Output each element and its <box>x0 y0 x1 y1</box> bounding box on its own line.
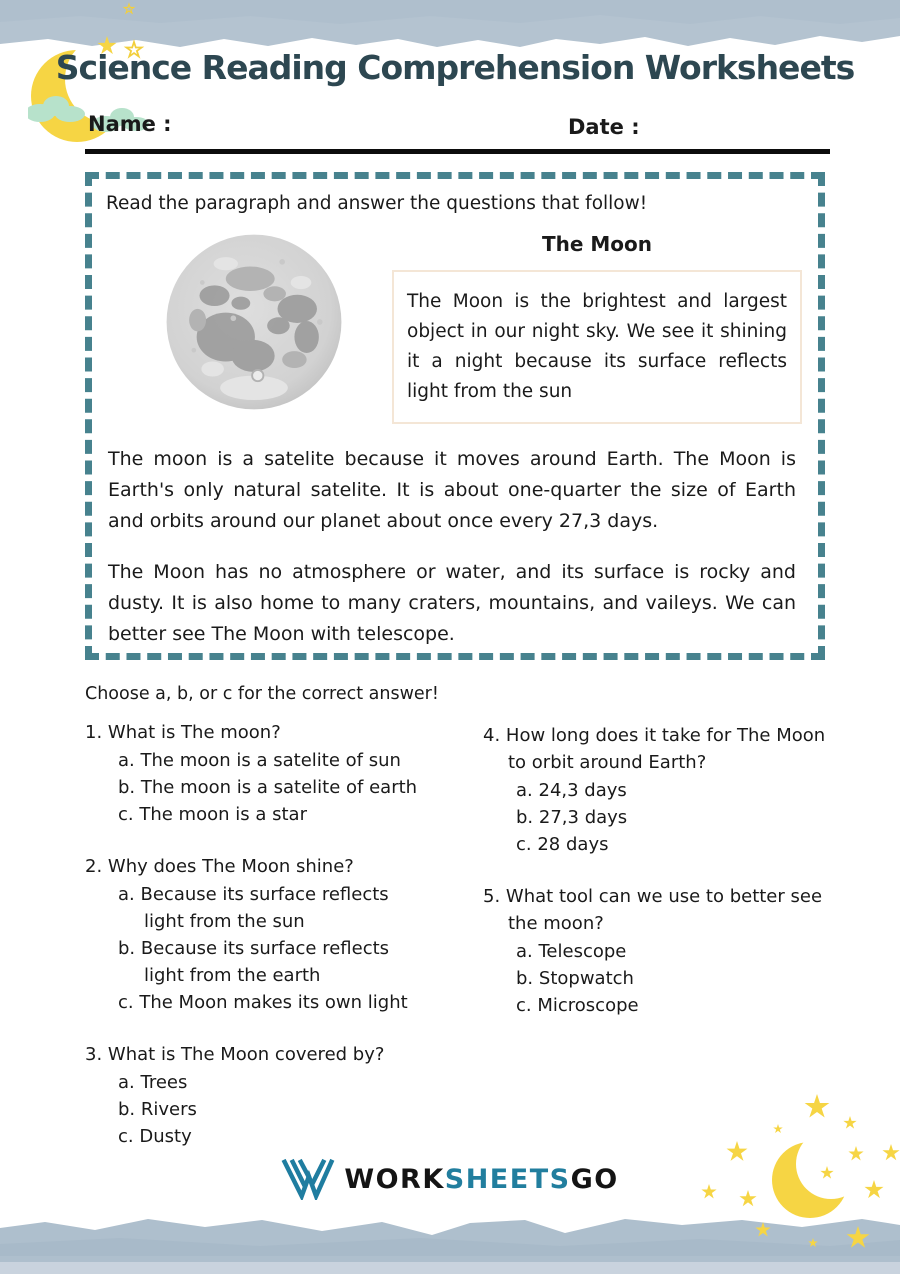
option-4c: c. 28 days <box>516 834 609 855</box>
question-number: 3. <box>85 1044 103 1065</box>
question-text: How long does it take for The Moon to orbit around Earth? <box>505 725 826 773</box>
question-text: What tool can we use to better see the moon? <box>505 886 823 934</box>
question-text: What is The moon? <box>107 722 281 743</box>
passage-paragraph: The moon is a satelite because it moves around Earth. The Moon is Earth's only natural satelite. It is about one-quarter the size of Earth and orbits around our planet about once every 27,3 days. <box>108 448 796 532</box>
logo-w-icon <box>281 1158 335 1200</box>
worksheetsgo-logo <box>0 1158 900 1200</box>
option-2a: a. Because its surface reflects light from the sun <box>118 884 389 932</box>
option-3a: a. Trees <box>118 1072 188 1093</box>
option-2c: c. The Moon makes its own light <box>118 992 408 1013</box>
question-number: 5. <box>483 886 501 907</box>
passage-prompt: Read the paragraph and answer the questions that follow! <box>106 193 648 214</box>
moon-photo <box>160 228 348 416</box>
option-5c: c. Microscope <box>516 995 639 1016</box>
passage-box <box>85 172 825 660</box>
question-3 <box>85 1041 487 1150</box>
question-number: 4. <box>483 725 501 746</box>
date-label: Date : <box>568 115 640 139</box>
question-text: What is The Moon covered by? <box>107 1044 385 1065</box>
name-label: Name : <box>88 112 172 136</box>
option-1a: a. The moon is a satelite of sun <box>118 750 401 771</box>
passage-paragraph: The Moon has no atmosphere or water, and its surface is rocky and dusty. It is also home to many craters, mountains, and vaileys. We can better see The Moon with telescope. <box>108 561 796 645</box>
option-3c: c. Dusty <box>118 1126 192 1147</box>
quiz-column-right <box>483 722 835 1044</box>
quiz-instruction: Choose a, b, or c for the correct answer! <box>85 684 439 704</box>
option-4a: a. 24,3 days <box>516 780 627 801</box>
question-number: 1. <box>85 722 103 743</box>
question-1 <box>85 719 487 828</box>
option-5b: b. Stopwatch <box>516 968 634 989</box>
option-2b: b. Because its surface reflects light from the earth <box>118 938 390 986</box>
option-1c: c. The moon is a star <box>118 804 307 825</box>
question-number: 2. <box>85 856 103 877</box>
page-title: Science Reading Comprehension Worksheets <box>55 48 855 87</box>
question-4 <box>483 722 835 858</box>
intro-box <box>392 270 802 424</box>
passage-heading: The Moon <box>541 232 653 256</box>
quiz-column-left <box>85 719 487 1175</box>
header-divider <box>85 149 830 154</box>
logo-text: WORKSHEETSGO <box>344 1163 619 1195</box>
option-5a: a. Telescope <box>516 941 627 962</box>
question-text: Why does The Moon shine? <box>107 856 354 877</box>
question-2 <box>85 853 487 1016</box>
intro-text: The Moon is the brightest and largest object in our night sky. We see it shining it a night because its surface reflects light from the sun <box>407 291 787 402</box>
question-5 <box>483 883 835 1019</box>
option-3b: b. Rivers <box>118 1099 197 1120</box>
option-4b: b. 27,3 days <box>516 807 628 828</box>
option-1b: b. The moon is a satelite of earth <box>118 777 418 798</box>
